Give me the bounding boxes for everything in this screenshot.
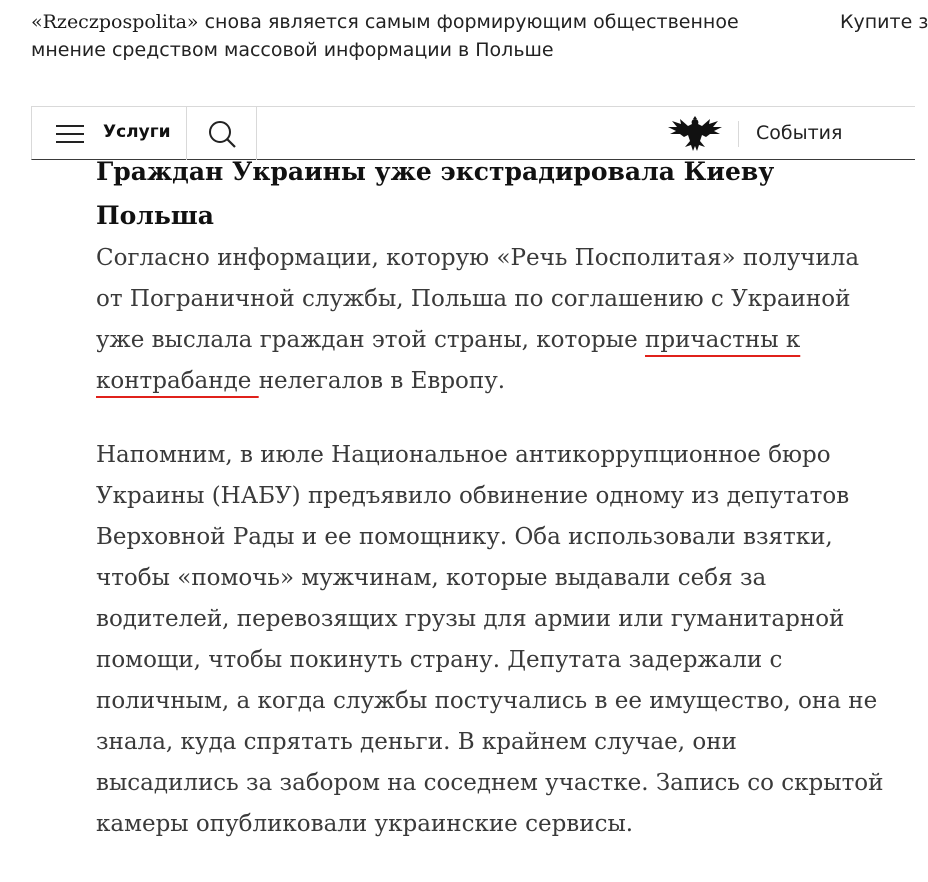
banner-buy-link[interactable]: Купите з [840,11,928,33]
banner-description: снова является самым формирующим общественное мнение средством массовой информации в Польше [31,11,739,61]
events-link[interactable]: События [756,122,843,144]
menu-label: Услуги [103,122,171,142]
paragraph-1-end: нелегалов в Европу. [258,368,506,394]
article-heading: Граждан Украины уже экстрадировала Киеву Польша [96,157,775,230]
article-paragraph-1 [96,238,886,402]
article-paragraph-2: Напомним, в июле Национальное антикоррупционное бюро Украины (НАБУ) предъявило обвинение одному из депутатов Верховной Рады и ее помощнику. Оба использовали взятки, чтобы «помочь» мужчинам, которые выдавали себя за водителей, перевозящих грузы для армии или гуманитарной помощи, чтобы покинуть страну. Депутата задержали с поличным, а когда службы постучались в ее имущество, она не знала, куда спрятать деньги. В крайнем случае, они высадились за забором на соседнем участке. Запись со скрытой камеры опубликовали украинские сервисы. [96,442,884,837]
paragraph-1-text: Согласно информации, которую «Речь Посполитая» получила от Пограничной службы, Польша по соглашению с Украиной уже выслала граждан этой страны, которые [96,245,860,353]
banner-brand: «Rzeczpospolita» [31,11,199,33]
search-icon [207,119,237,149]
eagle-logo[interactable] [666,113,724,153]
hamburger-icon [56,125,84,143]
underlined-phrase: причастны к контрабанде [96,327,801,394]
navbar-divider [738,121,739,147]
article-body [96,150,886,845]
promo-banner-text [31,8,771,64]
